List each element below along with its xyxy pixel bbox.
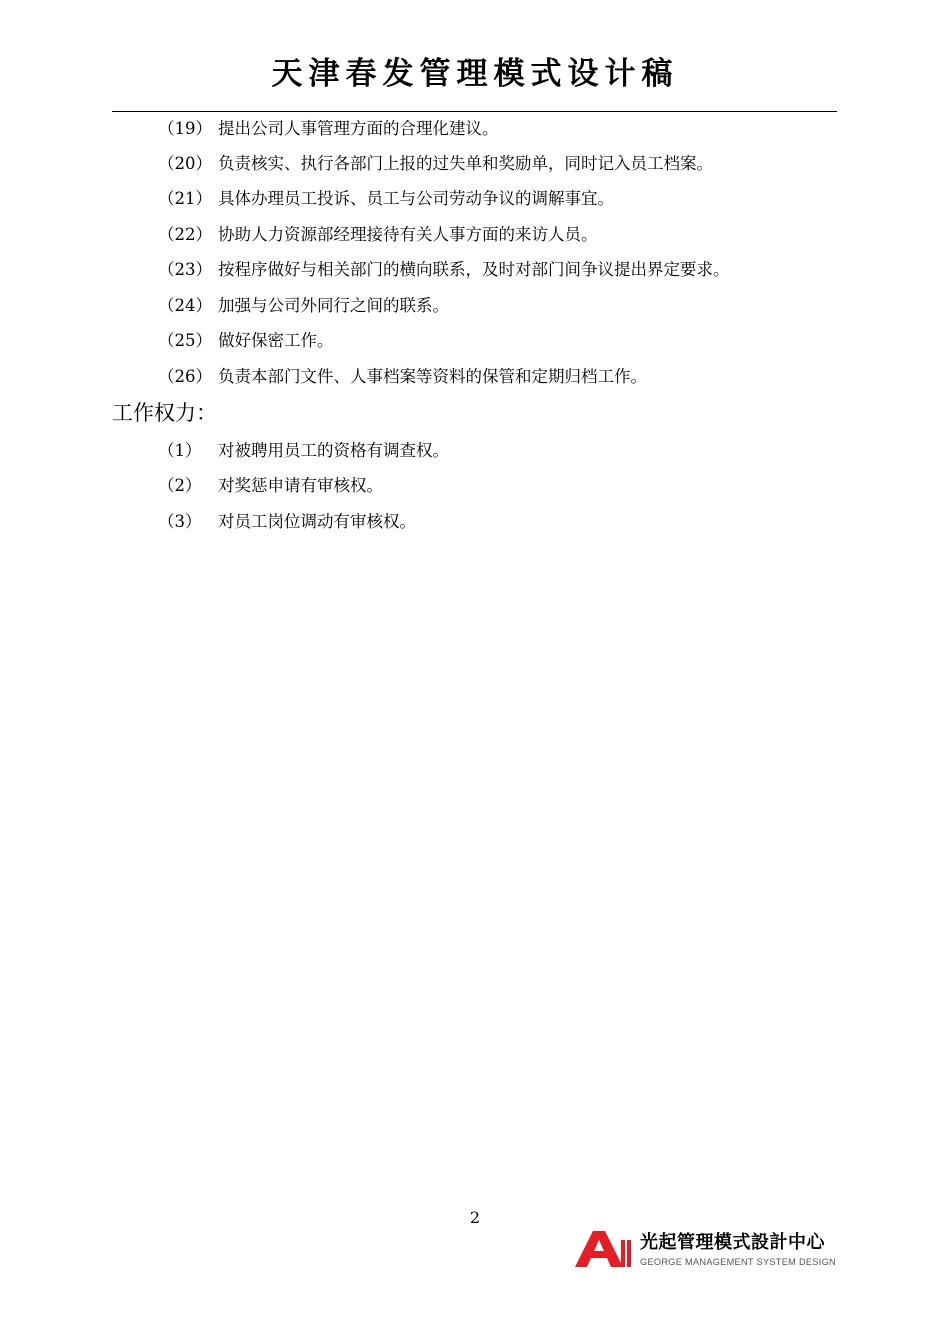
duty-item-21 (158, 187, 614, 211)
duty-item-23 (158, 258, 730, 282)
document-title: 天津春发管理模式设计稿 (271, 56, 679, 92)
authority-item-1 (158, 439, 449, 463)
authority-number: （3） (158, 512, 202, 531)
authority-item-2 (158, 474, 383, 498)
duty-item-24 (158, 294, 449, 318)
duty-number: （25） (158, 331, 212, 350)
duty-text: 按程序做好与相关部门的横向联系，及时对部门间争议提出界定要求。 (218, 260, 730, 279)
duty-number: （20） (158, 154, 212, 173)
duty-number: （23） (158, 260, 212, 279)
duty-number: （26） (158, 367, 212, 386)
section-heading-authority: 工作权力： (112, 401, 217, 425)
duty-number: （22） (158, 225, 212, 244)
duty-item-19 (158, 117, 499, 141)
duty-text: 协助人力资源部经理接待有关人事方面的来访人员。 (218, 225, 598, 244)
duty-item-20 (158, 152, 713, 176)
authority-item-3 (158, 510, 416, 534)
logo-english-name: GEORGE MANAGEMENT SYSTEM DESIGN (640, 1257, 836, 1267)
duty-item-25 (158, 329, 334, 353)
duty-text: 加强与公司外同行之间的联系。 (218, 296, 449, 315)
duty-text: 负责核实、执行各部门上报的过失单和奖励单，同时记入员工档案。 (218, 154, 713, 173)
duty-number: （24） (158, 296, 212, 315)
duty-number: （21） (158, 189, 212, 208)
authority-text: 对被聘用员工的资格有调查权。 (218, 441, 449, 460)
duty-text: 做好保密工作。 (218, 331, 334, 350)
header-divider (112, 111, 837, 112)
authority-number: （1） (158, 441, 202, 460)
logo-a-icon (574, 1230, 634, 1268)
logo-chinese-name: 光起管理模式設計中心 (640, 1232, 825, 1253)
duty-text: 负责本部门文件、人事档案等资料的保管和定期归档工作。 (218, 367, 647, 386)
authority-text: 对员工岗位调动有审核权。 (218, 512, 416, 531)
duty-item-22 (158, 223, 598, 247)
duty-text: 具体办理员工投诉、员工与公司劳动争议的调解事宜。 (218, 189, 614, 208)
duty-text: 提出公司人事管理方面的合理化建议。 (218, 119, 499, 138)
duty-item-26 (158, 365, 647, 389)
company-logo (574, 1228, 844, 1270)
duty-number: （19） (158, 119, 212, 138)
page-number: 2 (469, 1208, 481, 1227)
authority-number: （2） (158, 476, 202, 495)
authority-text: 对奖惩申请有审核权。 (218, 476, 383, 495)
